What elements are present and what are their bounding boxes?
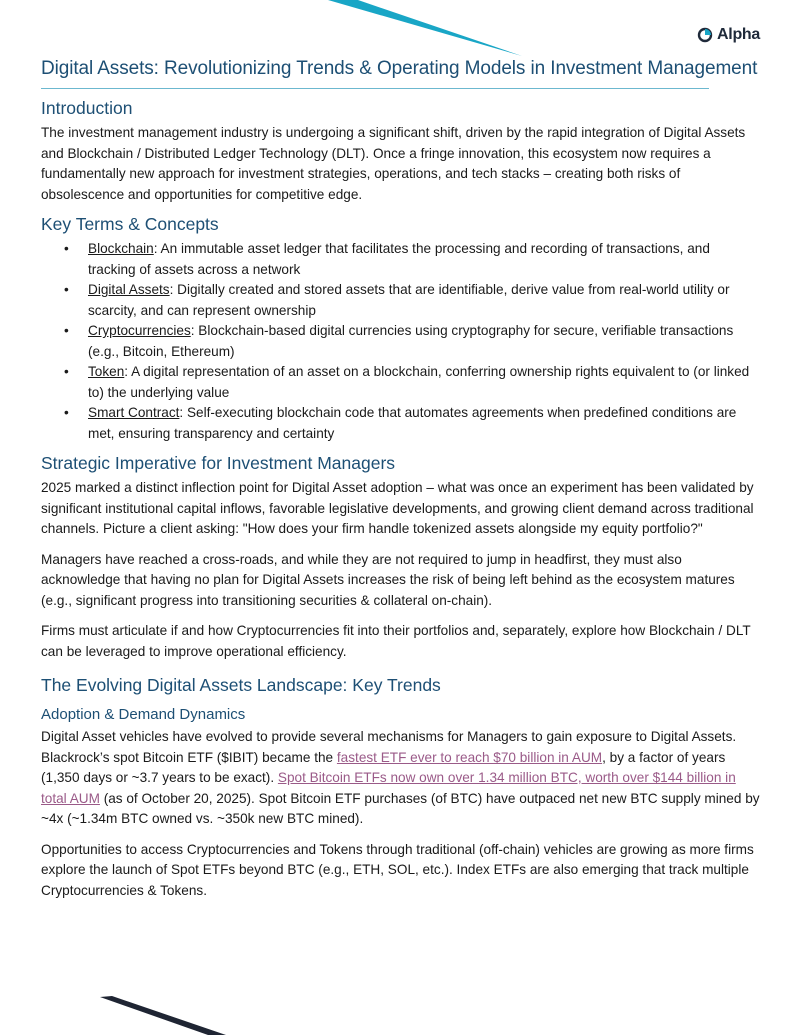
bullet-icon: • [64, 323, 69, 338]
term-definition: : Self-executing blockchain code that automates agreements when predefined conditions are met, ensuring transparency and certainty [88, 405, 737, 441]
term-name: Token [88, 364, 125, 379]
bullet-icon: • [64, 405, 69, 420]
term-definition: : An immutable asset ledger that facilitates the processing and recording of transactions, and tracking of assets across a network [88, 241, 710, 277]
landscape-heading: The Evolving Digital Assets Landscape: Key Trends [41, 675, 441, 695]
term-name: Cryptocurrencies [88, 323, 191, 338]
adoption-subheading: Adoption & Demand Dynamics [41, 706, 246, 723]
bullet-icon: • [64, 241, 69, 256]
term-definition: : Digitally created and stored assets that are identifiable, derive value from real-world utility or scarcity, and can represent ownership [88, 282, 730, 318]
term-name: Smart Contract [88, 405, 180, 420]
adoption-text-a: Digital Asset vehicles have evolved to provide several mechanisms for Managers to gain exposure to Digital Assets. Blackrock’s spot Bitcoin ETF ($IBIT) became the [41, 729, 737, 765]
adoption-paragraph-2: Opportunities to access Cryptocurrencies and Tokens through traditional (off-chain) vehicles are growing as more firms explore the launch of Spot ETFs beyond BTC (e.g., ETH, SOL, etc.). Index ETFs are also emerging that track multiple Cryptocurrencies & Tokens. [41, 841, 754, 898]
term-definition: : Blockchain-based digital currencies using cryptography for secure, verifiable transactions (e.g., Bitcoin, Ethereum) [88, 323, 734, 359]
fastest-etf-link[interactable]: fastest ETF ever to reach $70 billion in AUM [336, 749, 603, 765]
title-divider [41, 88, 709, 89]
term-definition: : A digital representation of an asset on a blockchain, conferring ownership rights equivalent to (or linked to) the underlying value [88, 364, 750, 400]
strategic-paragraph-3: Firms must articulate if and how Cryptocurrencies fit into their portfolios and, separately, explore how Blockchain / DLT can be leveraged to improve operational efficiency. [41, 623, 751, 659]
key-terms-list [41, 239, 761, 444]
adoption-paragraph-1 [41, 727, 761, 830]
intro-paragraph: The investment management industry is undergoing a significant shift, driven by the rapid integration of Digital Assets and Blockchain / Distributed Ledger Technology (DLT). Once a fringe innovation, this ecosystem now requires a fundamentally new approach for investment strategies, operations, and tech stacks – creating both risks of obsolescence and opportunities for competitive edge. [41, 125, 746, 202]
term-name: Blockchain [88, 241, 154, 256]
strategic-paragraph-1: 2025 marked a distinct inflection point for Digital Asset adoption – what was once an experiment has been validated by significant institutional capital inflows, favorable legislative developments, and growing client demand across traditional channels. Picture a client asking: "How does your firm handle tokenized assets alongside my equity portfolio?" [41, 480, 754, 536]
strategic-paragraph-2: Managers have reached a cross-roads, and while they are not required to jump in headfirst, they must also acknowledge that having no plan for Digital Assets increases the risk of being left behind as the ecosystem matures (e.g., significant progress into transitioning securities & collateral on-chain). [41, 551, 735, 608]
spot-bitcoin-etf-link[interactable]: Spot Bitcoin ETFs now own over 1.34 million BTC, worth over $144 billion in total AUM [41, 770, 736, 806]
list-item [64, 239, 761, 280]
document-body [41, 58, 761, 901]
bullet-icon: • [64, 364, 69, 379]
brand-logo [697, 26, 760, 44]
list-item [64, 321, 761, 362]
strategic-heading: Strategic Imperative for Investment Managers [41, 453, 396, 473]
adoption-text-b: , by a factor of years (1,350 days or ~3.7 years to be exact). [41, 749, 726, 785]
intro-heading: Introduction [41, 98, 133, 118]
list-item [64, 362, 761, 403]
bullet-icon: • [64, 282, 69, 297]
key-terms-heading: Key Terms & Concepts [41, 214, 219, 234]
alpha-logo-icon [697, 27, 713, 43]
logo-text: Alpha [717, 26, 760, 43]
list-item [64, 280, 761, 321]
list-item [64, 403, 761, 444]
adoption-text-c: (as of October 20, 2025). Spot Bitcoin ETF purchases (of BTC) have outpaced net new BTC supply mined by ~4x (~1.34m BTC owned vs. ~350k new BTC mined). [41, 790, 760, 826]
term-name: Digital Assets [88, 282, 170, 297]
document-title: Digital Assets: Revolutionizing Trends & Operating Models in Investment Management [41, 58, 758, 79]
